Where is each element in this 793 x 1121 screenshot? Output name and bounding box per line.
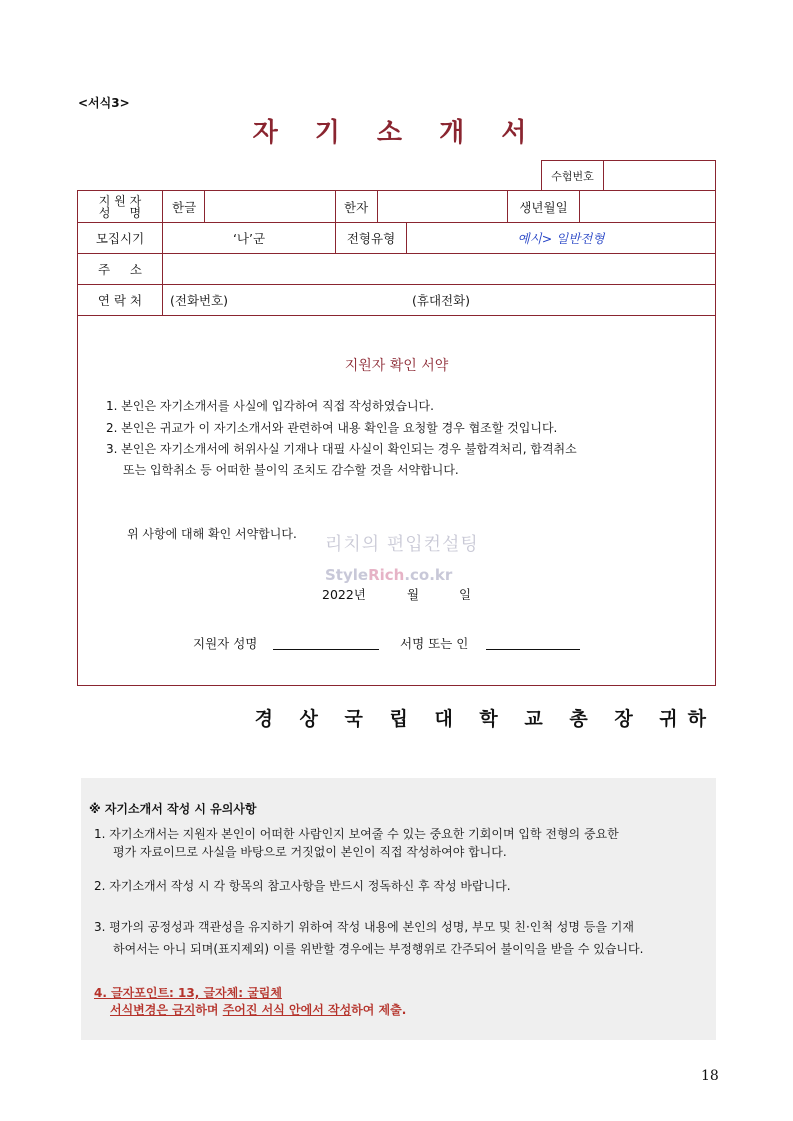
- admission-type-label: 전형유형: [346, 231, 396, 246]
- pledge-month: 월: [407, 587, 420, 602]
- applicant-name-label: 지 원 자 성 명: [98, 193, 142, 220]
- watermark-brand: StyleRich.co.kr: [325, 566, 453, 584]
- pledge-item-3: 3. 본인은 자기소개서에 허위사실 기재나 대필 사실이 확인되는 경우 불합격처리, 합격취소: [106, 442, 577, 456]
- signature-line[interactable]: [486, 649, 580, 650]
- signer-name-label: 지원자 성명: [193, 636, 258, 651]
- signer-name-line[interactable]: [273, 649, 379, 650]
- pledge-item-2: 2. 본인은 귀교가 이 자기소개서와 관련하여 내용 확인을 요청할 경우 협조할 것입니다.: [106, 421, 558, 435]
- note-4-line-1: 4. 글자포인트: 13, 글자체: 굴림체: [94, 986, 282, 1000]
- watermark-text: 리치의 편입컨설팅: [325, 534, 479, 555]
- recipient-line: 경 상 국 립 대 학 교 총 장 귀하: [254, 708, 716, 730]
- page-number: 18: [701, 1068, 719, 1084]
- phone-label: (전화번호): [170, 293, 229, 308]
- exam-number-label: 수험번호: [551, 169, 594, 183]
- admission-type-value[interactable]: 예시> 일반전형: [517, 231, 605, 246]
- pledge-item-3-continued: 또는 입학취소 등 어떠한 불이익 조치도 감수할 것을 서약합니다.: [123, 463, 459, 477]
- recruit-period-label: 모집시기: [95, 231, 145, 246]
- pledge-confirm: 위 사항에 대해 확인 서약합니다.: [127, 527, 297, 541]
- pledge-item-1: 1. 본인은 자기소개서를 사실에 입각하여 직접 작성하였습니다.: [106, 399, 434, 413]
- korean-name-label: 한글: [172, 199, 197, 215]
- signature-label: 서명 또는 인: [400, 636, 469, 651]
- mobile-label: (휴대전화): [412, 293, 471, 308]
- hanja-name-field[interactable]: [378, 191, 507, 222]
- exam-number-field[interactable]: [604, 161, 715, 190]
- note-3-line-2: 하여서는 아니 되며(표지제외) 이를 위반할 경우에는 부정행위로 간주되어 불이익을 받을 수 있습니다.: [113, 942, 644, 956]
- contact-label: 연 락 처: [97, 293, 143, 308]
- address-label: 주 소: [97, 262, 143, 277]
- address-field[interactable]: [163, 254, 715, 284]
- pledge-day: 일: [459, 587, 472, 602]
- note-4-line-2: 서식변경은 금지하며 주어진 서식 안에서 작성하여 제출.: [110, 1003, 407, 1017]
- recruit-period-value: ‘나’군: [232, 231, 266, 246]
- note-1-line-2: 평가 자료이므로 사실을 바탕으로 거짓없이 본인이 직접 작성하여야 합니다.: [113, 845, 507, 859]
- birth-date-label: 생년월일: [519, 199, 568, 215]
- pledge-year: 2022년: [322, 587, 366, 602]
- note-1-line-1: 1. 자기소개서는 지원자 본인이 어떠한 사람인지 보여줄 수 있는 중요한 기회이며 입학 전형의 중요한: [94, 827, 619, 841]
- korean-name-field[interactable]: [205, 191, 335, 222]
- document-title: 자 기 소 개 서: [252, 118, 541, 148]
- pledge-title: 지원자 확인 서약: [344, 358, 449, 374]
- notes-title: ※ 자기소개서 작성 시 유의사항: [89, 802, 257, 816]
- birth-date-field[interactable]: [580, 191, 715, 222]
- note-2: 2. 자기소개서 작성 시 각 항목의 참고사항을 반드시 정독하신 후 작성 바랍니다.: [94, 879, 511, 893]
- hanja-name-label: 한자: [344, 199, 369, 215]
- form-number-label: <서식3>: [78, 96, 130, 110]
- note-3-line-1: 3. 평가의 공정성과 객관성을 유지하기 위하여 작성 내용에 본인의 성명, 부모 및 친·인척 성명 등을 기재: [94, 920, 634, 934]
